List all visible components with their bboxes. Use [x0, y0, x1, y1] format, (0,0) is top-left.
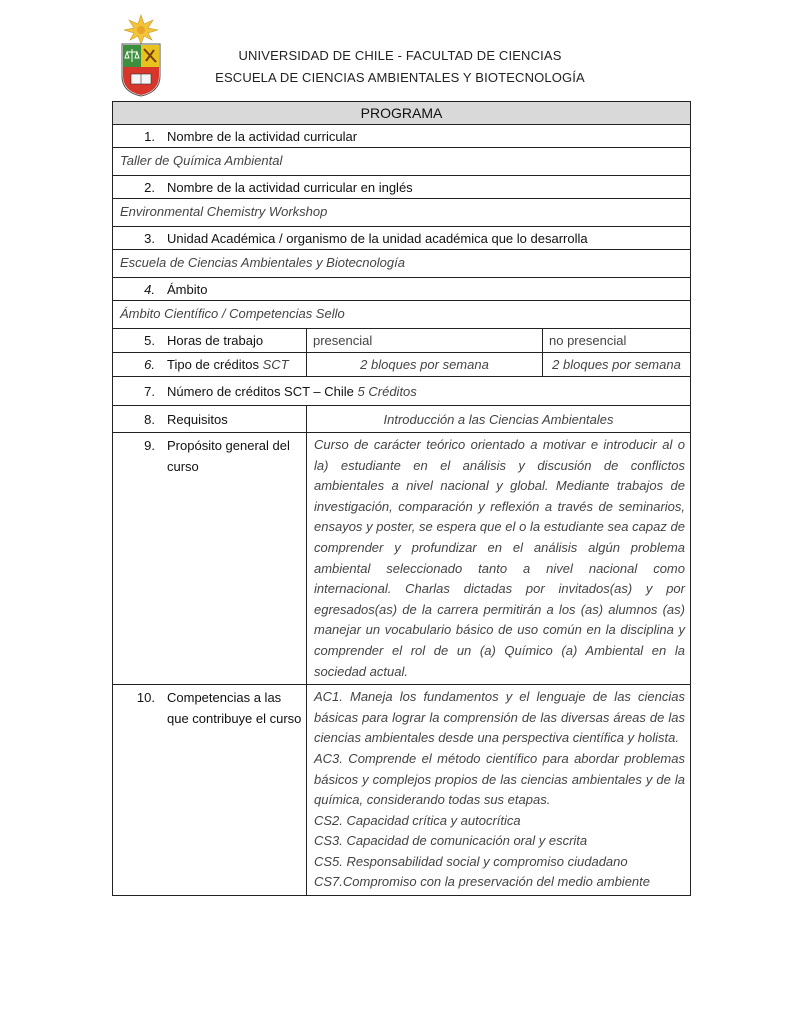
- section-activity-name-english: [113, 176, 691, 199]
- item-number: 4.: [144, 282, 155, 297]
- credit-type-sct: SCT: [262, 357, 289, 372]
- credit-presencial: 2 bloques por semana: [360, 357, 489, 372]
- purpose-label-cell: [113, 433, 307, 685]
- competencies-list: [307, 685, 690, 895]
- competencies-label: Competencias a las que contribuye el curso: [167, 690, 302, 726]
- competency-item: CS5. Responsabilidad social y compromiso ciudadano: [314, 853, 628, 869]
- competency-item: CS2. Capacidad crítica y autocrítica: [314, 812, 521, 828]
- work-hours-label-cell: [113, 329, 307, 353]
- activity-name-value: Taller de Química Ambiental: [120, 153, 283, 168]
- requirements-label-cell: [113, 406, 307, 433]
- sct-credits-value: 5 Créditos: [357, 384, 417, 399]
- section-scope: [113, 278, 691, 301]
- item-number: 9.: [144, 438, 155, 453]
- purpose-label: Propósito general del curso: [167, 438, 290, 474]
- credit-type-label: Tipo de créditos: [167, 357, 260, 372]
- scope-label: Ámbito: [167, 282, 208, 297]
- program-title: PROGRAMA: [113, 102, 691, 125]
- star-icon: [124, 15, 158, 44]
- school-header: ESCUELA DE CIENCIAS AMBIENTALES Y BIOTECNOLOGÍA: [215, 70, 585, 85]
- activity-name-label: Nombre de la actividad curricular: [167, 129, 358, 144]
- section-sct-credits: [113, 377, 691, 406]
- university-faculty-header: UNIVERSIDAD DE CHILE - FACULTAD DE CIENCIAS: [238, 48, 562, 63]
- hours-presencial: presencial: [313, 333, 373, 348]
- sct-credits-label: Número de créditos SCT – Chile: [167, 384, 354, 399]
- purpose-value: Curso de carácter teórico orientado a motivar e introducir al o la) estudiante en el análisis y discusión de conflictos ambientales a nivel nacional y global. Mediante trabajos de investigación, comparación y reflexión a través de seminarios, ensayos y poster, se espera que el o la estudiante sea capaz de comprender y profundizar en el análisis algún problema ambiental seleccionado tanto a nivel nacional como internacional. Charlas dictadas por invitados(as) y por egresados(as) de la carrera permitirán a los (as) alumnos (as) manejar un vocabulario básico de uso común en la disciplina y comprender el rol de un (a) Químico (a) Ambiental en la sociedad actual.: [314, 437, 685, 679]
- activity-name-english-value: Environmental Chemistry Workshop: [120, 204, 328, 219]
- academic-unit-value: Escuela de Ciencias Ambientales y Biotecnología: [120, 255, 405, 270]
- item-number: 3.: [144, 231, 155, 246]
- activity-name-english-label: Nombre de la actividad curricular en inglés: [167, 180, 413, 195]
- item-number: 10.: [136, 690, 155, 706]
- competency-item: CS7.Compromiso con la preservación del medio ambiente: [314, 874, 650, 890]
- section-academic-unit: [113, 227, 691, 250]
- credit-type-label-cell: [113, 353, 307, 377]
- requirements-value: Introducción a las Ciencias Ambientales: [383, 412, 614, 427]
- scope-value: Ámbito Científico / Competencias Sello: [120, 306, 345, 321]
- item-number: 5.: [144, 333, 155, 348]
- work-hours-label: Horas de trabajo: [167, 333, 264, 348]
- item-number: 7.: [144, 384, 155, 399]
- requirements-label: Requisitos: [167, 412, 228, 427]
- item-number: 6.: [144, 357, 155, 372]
- credit-no-presencial: 2 bloques por semana: [552, 357, 681, 372]
- competency-item: AC1. Maneja los fundamentos y el lenguaje de las ciencias básicas para lograr la comprensión de las diversas áreas de las ciencias ambientales desde una perspectiva científica y holista.: [314, 689, 685, 746]
- item-number: 8.: [144, 412, 155, 427]
- item-number: 2.: [144, 180, 155, 195]
- competencies-label-cell: [113, 685, 307, 896]
- hours-no-presencial: no presencial: [549, 333, 627, 348]
- section-activity-name: [113, 125, 691, 148]
- program-table: [112, 101, 691, 896]
- competency-item: CS3. Capacidad de comunicación oral y escrita: [314, 833, 588, 849]
- academic-unit-label: Unidad Académica / organismo de la unidad académica que lo desarrolla: [167, 231, 588, 246]
- item-number: 1.: [144, 129, 155, 144]
- competency-item: AC3. Comprende el método científico para abordar problemas básicos y complejos propios de las ciencias ambientales y de la química, considerando todas sus etapas.: [314, 750, 685, 808]
